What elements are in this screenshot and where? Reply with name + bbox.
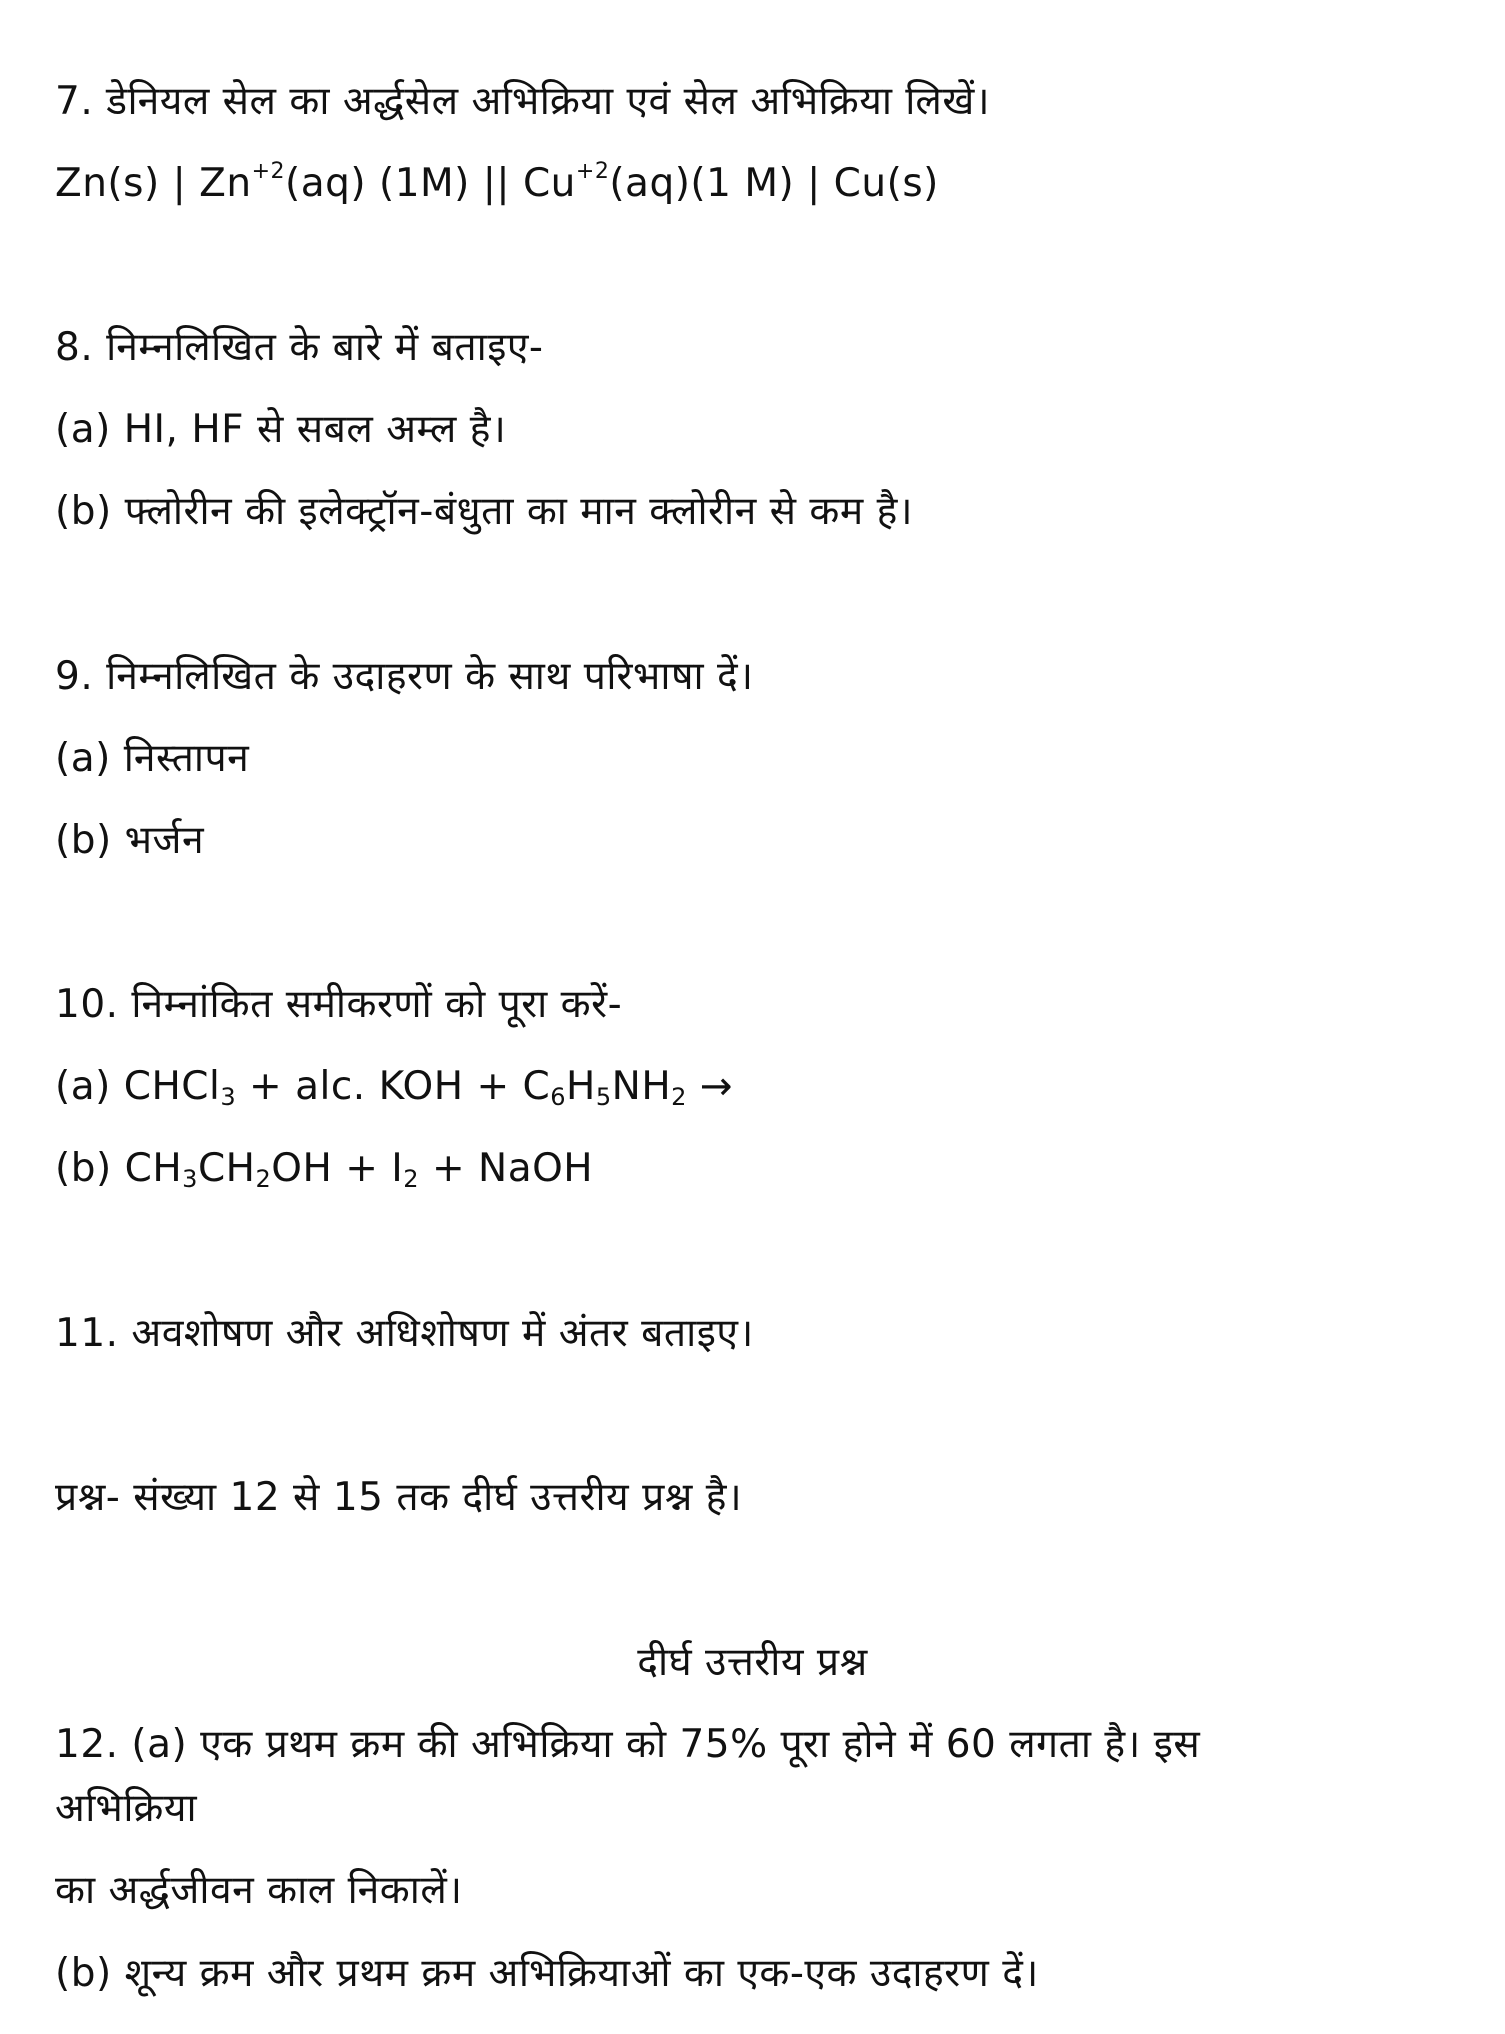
question-7-text: 7. डेनियल सेल का अर्द्धसेल अभिक्रिया एवं सेल अभिक्रिया लिखें।: [55, 79, 991, 124]
eq-b-text-2: CH: [197, 1146, 256, 1191]
eq-b-sub-1: 3: [182, 1165, 198, 1193]
question-12-part-a-line-1: 12. (a) एक प्रथम क्रम की अभिक्रिया को 75% पूरा होने में 60 लगता है। इस: [55, 1722, 1201, 1767]
eq-b-sub-2: 2: [255, 1165, 272, 1193]
cell-part-2: (aq) (1M) || Cu: [285, 161, 576, 206]
long-answer-note: प्रश्न- संख्या 12 से 15 तक दीर्घ उत्तरीय प्रश्न है।: [55, 1475, 743, 1520]
eq-b-text-3: OH + I: [271, 1146, 404, 1191]
cell-charge-1: +2: [251, 159, 285, 184]
question-10-text: 10. निम्नांकित समीकरणों को पूरा करें-: [55, 982, 623, 1027]
question-9-option-a: (a) निस्तापन: [55, 736, 250, 781]
cell-charge-2: +2: [575, 159, 610, 184]
eq-a-text-1: (a) CHCl: [55, 1064, 221, 1109]
question-8-option-a: (a) HI, HF से सबल अम्ल है।: [55, 407, 507, 452]
eq-b-text-4: + NaOH: [419, 1146, 594, 1191]
question-12-part-a-line-2: अभिक्रिया: [55, 1786, 198, 1831]
eq-b-text-1: (b) CH: [55, 1146, 183, 1191]
eq-a-text-2: + alc. KOH + C: [236, 1064, 551, 1109]
eq-a-sub-3: 5: [595, 1083, 612, 1111]
question-8-text: 8. निम्नलिखित के बारे में बताइए-: [55, 325, 544, 370]
section-heading: दीर्घ उत्तरीय प्रश्न: [637, 1640, 868, 1685]
daniell-cell-notation: [55, 158, 939, 210]
question-12-part-a-line-3: का अर्द्धजीवन काल निकालें।: [55, 1868, 463, 1913]
eq-a-sub-4: 2: [671, 1083, 687, 1111]
question-12-part-b: (b) शून्य क्रम और प्रथम क्रम अभिक्रियाओं का एक-एक उदाहरण दें।: [55, 1951, 1039, 1996]
eq-a-text-3: H: [566, 1064, 596, 1109]
question-8-option-b: (b) फ्लोरीन की इलेक्ट्रॉन-बंधुता का मान क्लोरीन से कम है।: [55, 489, 914, 534]
eq-a-text-5: →: [686, 1064, 734, 1109]
question-9-option-b: (b) भर्जन: [55, 818, 205, 863]
question-9-text: 9. निम्नलिखित के उदाहरण के साथ परिभाषा दें।: [55, 654, 754, 699]
question-10-equation-a: [55, 1061, 733, 1113]
cell-part-1: Zn(s) | Zn: [55, 161, 252, 206]
question-10-equation-b: [55, 1143, 593, 1195]
eq-a-text-4: NH: [611, 1064, 672, 1109]
eq-a-sub-2: 6: [550, 1083, 567, 1111]
cell-part-3: (aq)(1 M) | Cu(s): [609, 161, 939, 206]
eq-a-sub-1: 3: [220, 1083, 237, 1111]
question-11-text: 11. अवशोषण और अधिशोषण में अंतर बताइए।: [55, 1311, 754, 1356]
eq-b-sub-3: 2: [403, 1165, 420, 1193]
